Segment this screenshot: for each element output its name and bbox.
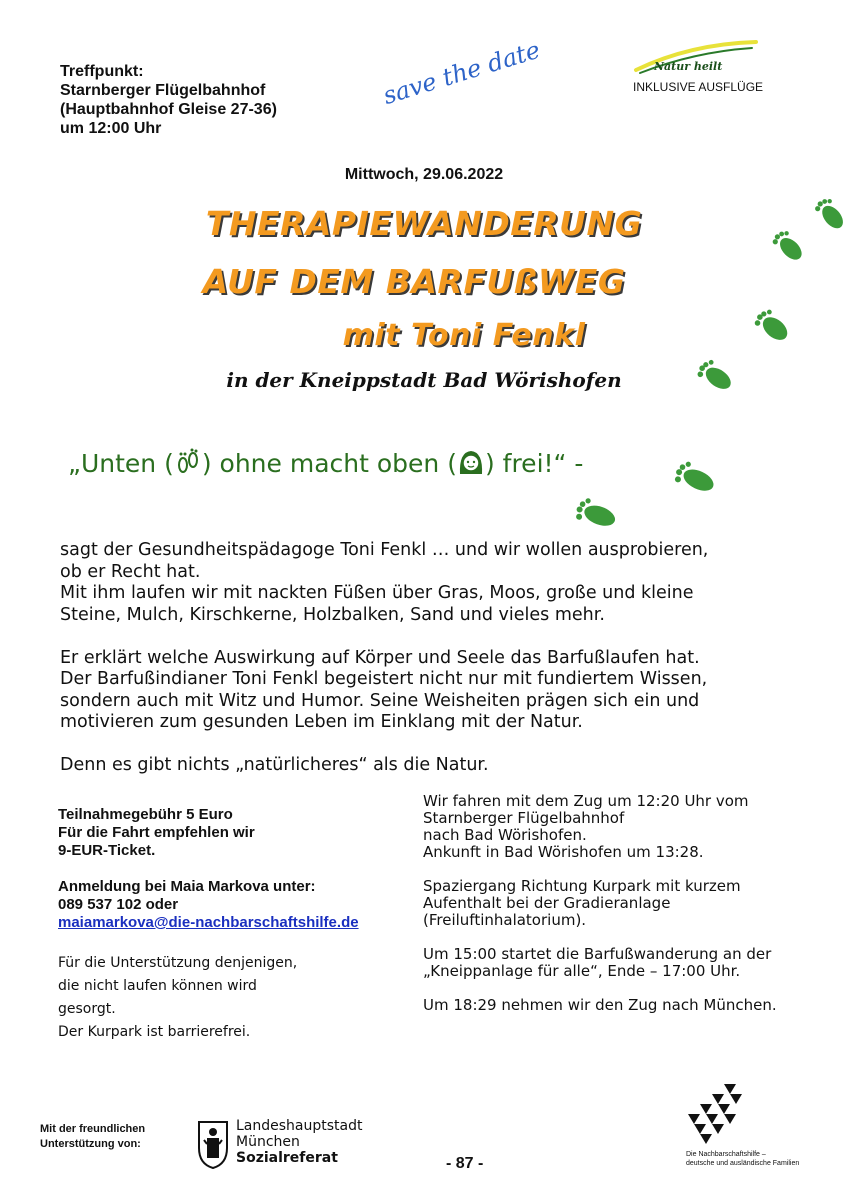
schedule — [423, 793, 823, 1031]
text-line: sagt der Gesundheitspädagoge Toni Fenkl … und wir wollen ausprobieren, — [60, 540, 709, 560]
text-line: Spaziergang Richtung Kurpark mit kurzem — [423, 877, 741, 895]
natur-heilt-logo — [630, 40, 762, 98]
footprint-icon — [766, 226, 810, 266]
headline-line1: THERAPIEWANDERUNG — [205, 204, 643, 243]
text-line: München — [236, 1134, 300, 1150]
footprint-icon — [664, 456, 724, 500]
text-line: Ankunft in Bad Wörishofen um 13:28. — [423, 843, 704, 861]
text-line: Mit ihm laufen wir mit nackten Füßen über Gras, Moos, große und kleine — [60, 583, 694, 603]
munich-coat-of-arms-icon — [196, 1118, 230, 1170]
paragraph-explanation — [60, 648, 780, 734]
text-line: Der Barfußindianer Toni Fenkl begeistert nicht nur mit fundiertem Wissen, — [60, 669, 708, 689]
paragraph-intro — [60, 540, 780, 626]
meeting-time: um 12:00 Uhr — [60, 120, 162, 137]
headline-line2: AUF DEM BARFUßWEG — [202, 262, 626, 301]
quote-part3: ) frei!“ - — [484, 449, 584, 478]
footer-thanks — [40, 1122, 145, 1152]
meeting-platform: (Hauptbahnhof Gleise 27-36) — [60, 101, 277, 118]
schedule-train — [423, 793, 823, 861]
footprint-icon — [692, 354, 738, 398]
text-line: Mit der freundlichen — [40, 1123, 146, 1135]
quote — [68, 448, 583, 482]
munich-text — [236, 1118, 363, 1166]
logo-subtitle: INKLUSIVE AUSFLÜGE — [633, 80, 764, 94]
munich-logo — [196, 1118, 363, 1174]
footprint-icon — [808, 194, 848, 234]
text-line: motivieren zum gesunden Leben im Einklang mit der Natur. — [60, 712, 583, 732]
body-text — [60, 540, 780, 798]
ticket-name: 9-EUR-Ticket. — [58, 842, 156, 859]
logo-title: Natur heilt — [654, 60, 723, 73]
text-line: deutsche und ausländische Familien — [686, 1160, 800, 1167]
text-line: Die Nachbarschaftshilfe – — [686, 1151, 766, 1158]
fee: Teilnahmegebühr 5 Euro — [58, 806, 233, 823]
text-line: Steine, Mulch, Kirschkerne, Holzbalken, Sand und vieles mehr. — [60, 604, 605, 625]
text-line: Der Kurpark ist barrierefrei. — [58, 1024, 251, 1040]
headline-line3: mit Toni Fenkl — [342, 318, 586, 353]
woman-face-icon — [457, 448, 485, 482]
text-line: ob er Recht hat. — [60, 561, 201, 582]
text-line: Er erklärt welche Auswirkung auf Körper und Seele das Barfußlaufen hat. — [60, 647, 700, 668]
phone-number: 089 537 102 oder — [58, 896, 179, 913]
subtitle: in der Kneippstadt Bad Wörishofen — [226, 368, 622, 392]
footprint-icon — [564, 492, 626, 536]
text-line: Wir fahren mit dem Zug um 12:20 Uhr vom — [423, 792, 749, 810]
page-number: - 87 - — [446, 1155, 484, 1172]
text-line: Für die Unterstützung denjenigen, — [58, 955, 298, 971]
save-the-date: save the date — [379, 35, 544, 111]
text-line: Landeshauptstadt — [236, 1118, 363, 1134]
schedule-hike — [423, 946, 823, 980]
event-date: Mittwoch, 29.06.2022 — [344, 166, 504, 183]
meeting-point — [60, 62, 277, 138]
text-line: gesorgt. — [58, 1001, 116, 1017]
nachbarschaftshilfe-caption — [686, 1150, 799, 1168]
nachbarschaftshilfe-logo-icon — [684, 1082, 744, 1146]
text-line: sondern auch mit Witz und Humor. Seine Weisheiten prägen sich ein und — [60, 690, 700, 711]
text-line: nach Bad Wörishofen. — [423, 826, 587, 844]
text-line: die nicht laufen können wird — [58, 978, 257, 994]
paragraph-closing: Denn es gibt nichts „natürlicheres“ als die Natur. — [60, 755, 489, 775]
text-line: Aufenthalt bei der Gradieranlage — [423, 894, 671, 912]
registration-info — [58, 806, 408, 1044]
schedule-walk — [423, 878, 823, 929]
registration-label: Anmeldung bei Maia Markova unter: — [58, 878, 316, 895]
text-line: „Kneippanlage für alle“, Ende – 17:00 Uhr. — [423, 962, 741, 980]
text-line: Sozialreferat — [236, 1150, 338, 1166]
email-link[interactable]: maiamarkova@die-nachbarschaftshilfe.de — [58, 914, 359, 931]
quote-part2: ) ohne macht oben ( — [201, 449, 457, 478]
text-line: (Freiluftinhalatorium). — [423, 911, 587, 929]
quote-part1: „Unten ( — [68, 449, 174, 478]
schedule-return: Um 18:29 nehmen wir den Zug nach München. — [423, 996, 777, 1014]
text-line: Um 15:00 startet die Barfußwanderung an der — [423, 945, 772, 963]
meeting-label: Treffpunkt: — [60, 63, 144, 80]
support-note — [58, 952, 408, 1044]
meeting-station: Starnberger Flügelbahnhof — [60, 82, 266, 99]
footprint-icon — [748, 304, 796, 348]
ticket-recommendation: Für die Fahrt empfehlen wir — [58, 824, 255, 841]
text-line: Starnberger Flügelbahnhof — [423, 809, 625, 827]
text-line: Unterstützung von: — [40, 1138, 141, 1150]
footprints-icon — [174, 448, 202, 482]
